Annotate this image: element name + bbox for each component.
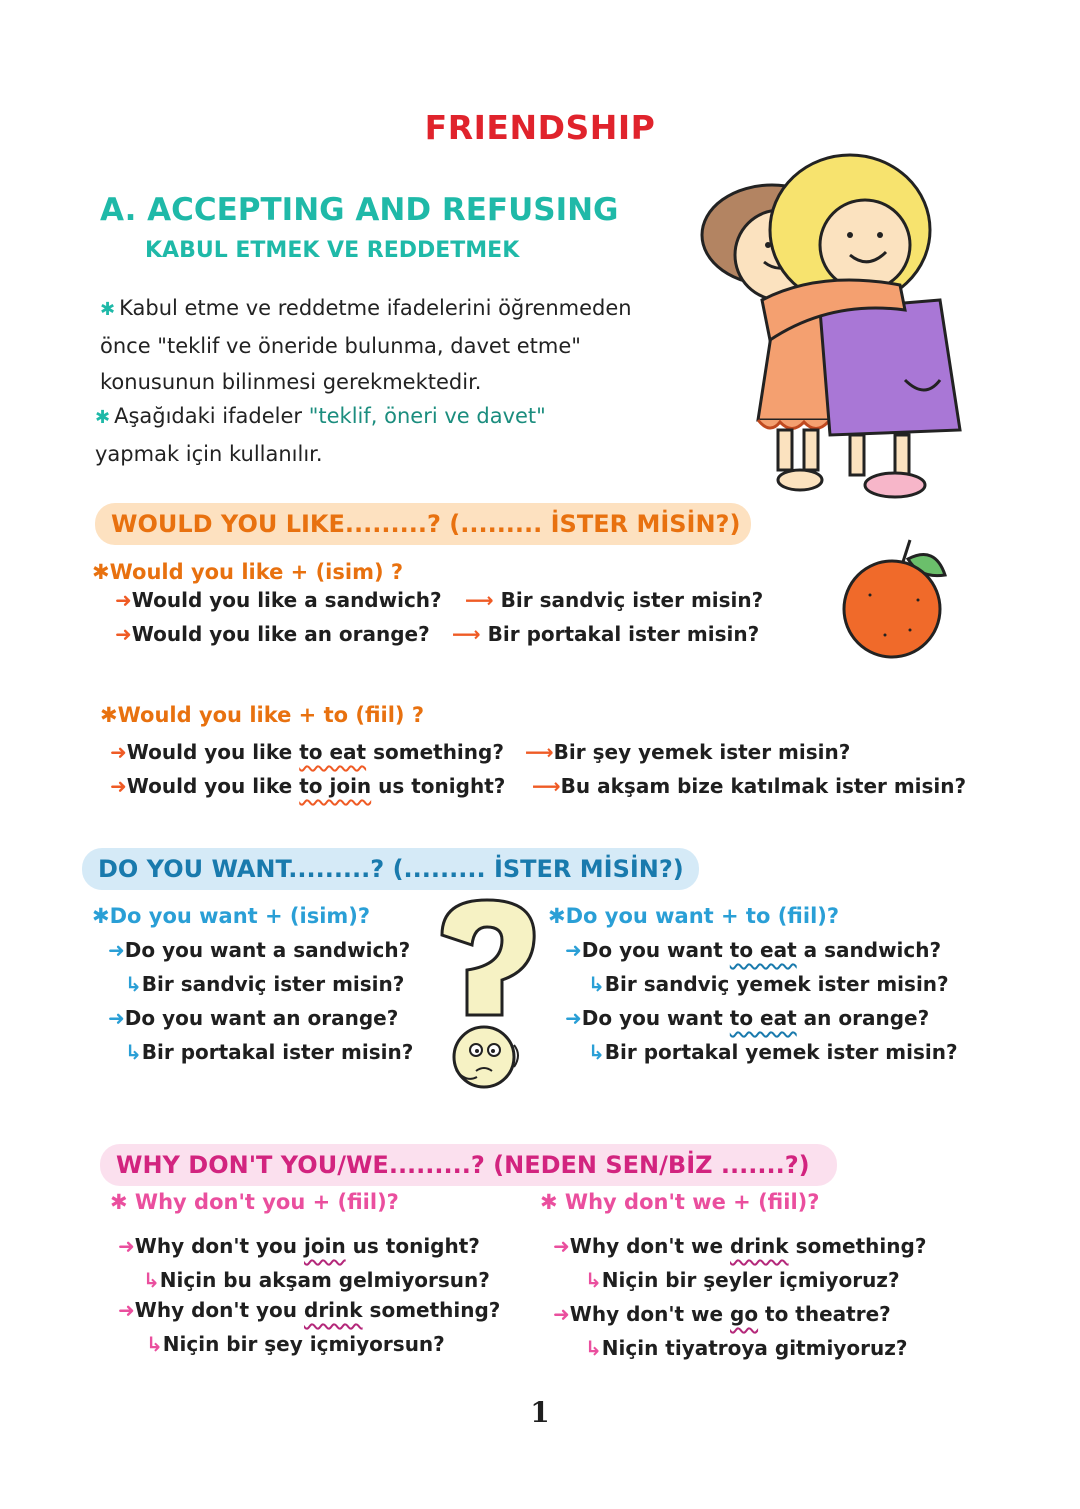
translation-line: ↳Bir sandviç yemek ister misin? [588,972,949,996]
return-arrow-icon: ↳ [585,1336,602,1360]
bullet-icon: ✱ [548,904,566,928]
arrow-icon: ⟶ [525,740,554,764]
arrow-icon: ➜ [565,938,582,962]
translation-line: ↳Niçin tiyatroya gitmiyoruz? [585,1336,908,1360]
example-line: ➜Do you want a sandwich? [108,938,411,962]
example-line: ➜Why don't you drink something? [118,1298,501,1322]
translation-line: ⟶Bu akşam bize katılmak ister misin? [532,774,967,798]
translation-line: ⟶Bir şey yemek ister misin? [525,740,851,764]
bullet-icon: ✱ [92,560,110,584]
return-arrow-icon: ↳ [125,972,142,996]
translation-line: ↳Niçin bir şey içmiyorsun? [146,1332,445,1356]
question-mark-character-icon [432,895,542,1095]
arrow-icon: ➜ [118,1234,135,1258]
bullet-icon: ✱ [95,407,111,428]
bullet-icon: ✱ [110,1190,128,1214]
example-line: ➜Do you want an orange? [108,1006,399,1030]
translation-line: ⟶ Bir portakal ister misin? [452,622,760,646]
arrow-icon: ➜ [108,938,125,962]
why-dont-you-rule: ✱ Why don't you + (fiil)? [110,1190,399,1214]
intro-paragraph-1: ✱ Kabul etme ve reddetme ifadelerini öğrenmeden önce "teklif ve öneride bulunma, davet etme" konusunun bilinmesi gerekmektedir. [100,296,632,394]
page-title: FRIENDSHIP [424,108,656,147]
bullet-icon: ✱ [100,299,116,320]
arrow-icon: ➜ [108,1006,125,1030]
return-arrow-icon: ↳ [588,972,605,996]
return-arrow-icon: ↳ [146,1332,163,1356]
arrow-icon: ⟶ [452,622,481,646]
would-you-like-header: WOULD YOU LIKE.........? (......... İSTER MİSİN?) [95,503,751,545]
do-you-want-rule-left: ✱Do you want + (isim)? [92,904,371,928]
return-arrow-icon: ↳ [585,1268,602,1292]
example-line: ➜Would you like to join us tonight? [110,774,506,798]
bullet-icon: ✱ [92,904,110,928]
translation-line: ⟶ Bir sandviç ister misin? [465,588,764,612]
orange-icon [840,535,950,665]
arrow-icon: ➜ [553,1234,570,1258]
bullet-icon: ✱ [540,1190,558,1214]
translation-line: ↳Niçin bir şeyler içmiyoruz? [585,1268,900,1292]
example-line: ➜Why don't you join us tonight? [118,1234,480,1258]
arrow-icon: ➜ [565,1006,582,1030]
return-arrow-icon: ↳ [125,1040,142,1064]
section-a-title: A. ACCEPTING AND REFUSING [100,192,619,228]
would-you-like-rule-2: ✱Would you like + to (fiil) ? [100,703,425,727]
section-a-subtitle: KABUL ETMEK VE REDDETMEK [145,238,520,263]
do-you-want-rule-right: ✱Do you want + to (fiil)? [548,904,840,928]
return-arrow-icon: ↳ [588,1040,605,1064]
example-line: ➜Why don't we drink something? [553,1234,927,1258]
arrow-icon: ➜ [115,588,132,612]
translation-line: ↳Bir portakal yemek ister misin? [588,1040,958,1064]
arrow-icon: ➜ [118,1298,135,1322]
arrow-icon: ➜ [110,740,127,764]
arrow-icon: ⟶ [532,774,561,798]
do-you-want-header: DO YOU WANT.........? (......... İSTER MİSİN?) [82,848,699,890]
why-dont-header: WHY DON'T YOU/WE.........? (NEDEN SEN/BİZ .......?) [100,1144,837,1186]
example-line: ➜Why don't we go to theatre? [553,1302,891,1326]
example-line: ➜Would you like to eat something? [110,740,504,764]
example-line: ➜Do you want to eat a sandwich? [565,938,942,962]
example-line: ➜Would you like an orange? [115,622,430,646]
example-line: ➜Do you want to eat an orange? [565,1006,930,1030]
bullet-icon: ✱ [100,703,118,727]
page-number: 1 [530,1396,550,1429]
example-line: ➜Would you like a sandwich? [115,588,442,612]
translation-line: ↳Niçin bu akşam gelmiyorsun? [143,1268,490,1292]
arrow-icon: ➜ [110,774,127,798]
would-you-like-rule-1: ✱Would you like + (isim) ? [92,560,404,584]
arrow-icon: ➜ [115,622,132,646]
translation-line: ↳Bir sandviç ister misin? [125,972,405,996]
arrow-icon: ➜ [553,1302,570,1326]
hugging-girls-illustration [700,150,970,500]
intro-paragraph-2: ✱ Aşağıdaki ifadeler "teklif, öneri ve davet" yapmak için kullanılır. [95,404,546,466]
translation-line: ↳Bir portakal ister misin? [125,1040,414,1064]
return-arrow-icon: ↳ [143,1268,160,1292]
arrow-icon: ⟶ [465,588,494,612]
why-dont-we-rule: ✱ Why don't we + (fiil)? [540,1190,820,1214]
